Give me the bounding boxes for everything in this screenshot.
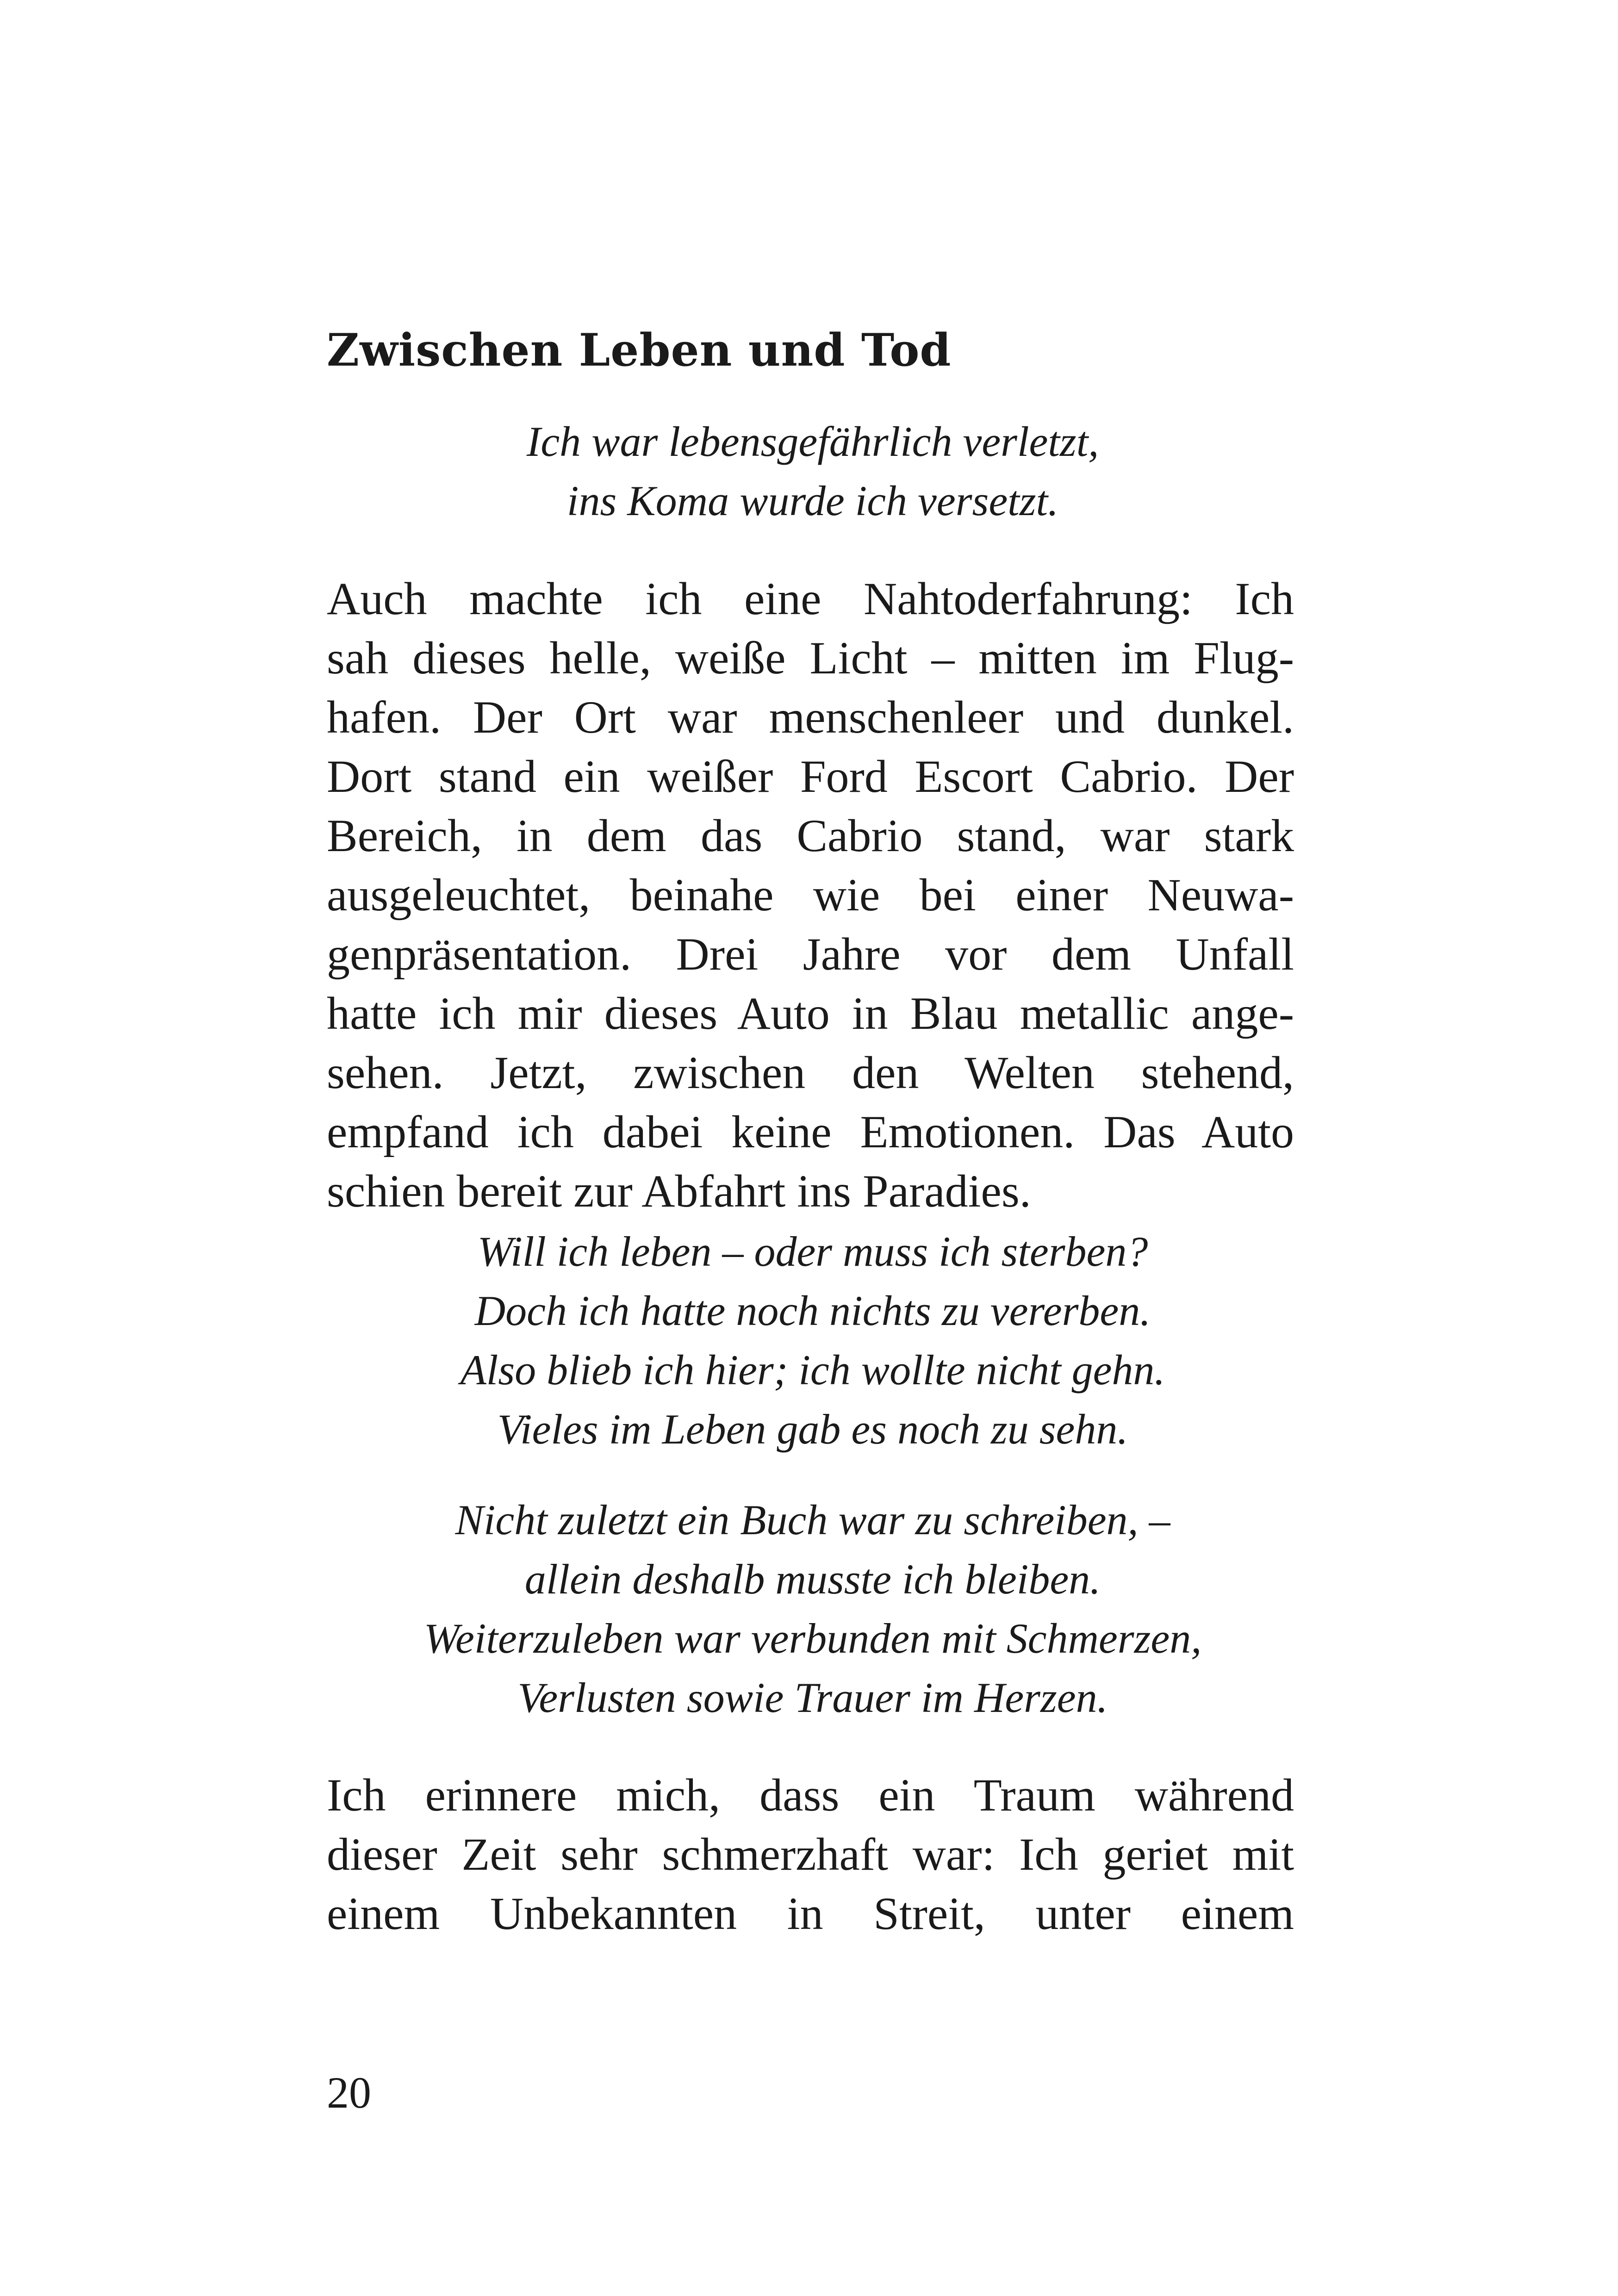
page-number: 20 (327, 2068, 371, 2117)
verse-line: allein deshalb musste ich bleiben. (524, 1556, 1101, 1603)
verse-line: Vieles im Leben gab es noch zu sehn. (497, 1406, 1128, 1453)
paragraph-line: hafen. Der Ort war menschenleer und dunkel. (327, 691, 1294, 743)
paragraph-line: Ich erinnere mich, dass ein Traum während (327, 1769, 1294, 1821)
verse-line: Nicht zuletzt ein Buch war zu schreiben, – (455, 1496, 1170, 1543)
paragraph-line: sah dieses helle, weiße Licht – mitten im Flug- (327, 632, 1294, 684)
paragraph-line: einem Unbekannten in Streit, unter einem (327, 1888, 1294, 1939)
verse-line: Weiterzuleben war verbunden mit Schmerzen, (423, 1615, 1202, 1662)
verse-stanza-1 (327, 412, 1299, 530)
paragraph-2 (327, 1766, 1294, 1943)
verse-line: Doch ich hatte noch nichts zu vererben. (474, 1287, 1151, 1334)
paragraph-line: ausgeleuchtet, beinahe wie bei einer Neuwa- (327, 869, 1294, 921)
paragraph-line: sehen. Jetzt, zwischen den Welten stehend, (327, 1047, 1294, 1098)
verse-line: Ich war lebensgefährlich verletzt, (526, 418, 1099, 465)
verse-line: Will ich leben – oder muss ich sterben? (477, 1228, 1148, 1275)
verse-stanza-2 (327, 1222, 1299, 1459)
verse-line: Also blieb ich hier; ich wollte nicht gehn. (460, 1346, 1165, 1394)
paragraph-line: empfand ich dabei keine Emotionen. Das Auto (327, 1106, 1294, 1157)
verse-stanza-3 (327, 1490, 1299, 1727)
verse-line: Verlusten sowie Trauer im Herzen. (517, 1674, 1108, 1721)
paragraph-line: Auch machte ich eine Nahtoderfahrung: Ich (327, 573, 1294, 624)
paragraph-1 (327, 569, 1294, 1221)
paragraph-line: genpräsentation. Drei Jahre vor dem Unfall (327, 928, 1294, 980)
verse-line: ins Koma wurde ich versetzt. (566, 477, 1059, 524)
paragraph-line: hatte ich mir dieses Auto in Blau metallic ange- (327, 988, 1294, 1039)
paragraph-line: Bereich, in dem das Cabrio stand, war stark (327, 810, 1294, 861)
paragraph-line: Dort stand ein weißer Ford Escort Cabrio. Der (327, 751, 1294, 802)
chapter-heading: Zwischen Leben und Tod (327, 324, 952, 376)
paragraph-line: schien bereit zur Abfahrt ins Paradies. (327, 1165, 1031, 1217)
paragraph-line: dieser Zeit sehr schmerzhaft war: Ich geriet mit (327, 1829, 1294, 1880)
